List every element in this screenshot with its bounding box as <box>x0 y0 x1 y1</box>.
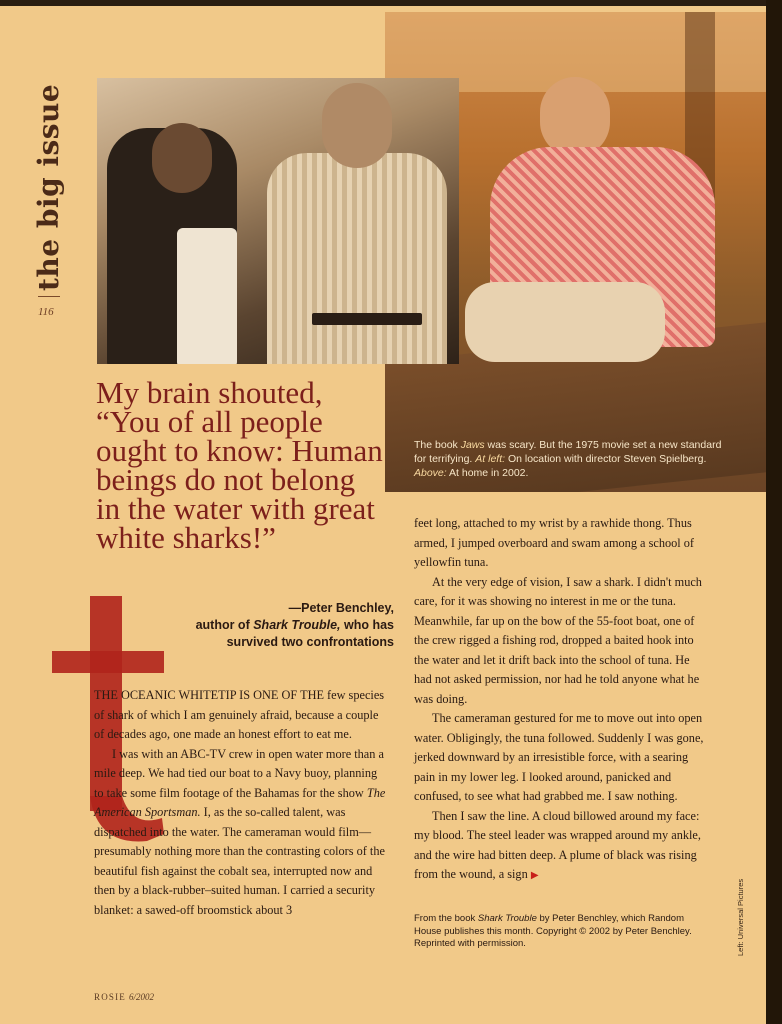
article-paragraph: The cameraman gestured for me to move out into open water. Obligingly, the tuna followed. Suddenly I was gone, jerked downward by an irresistible force, with a searing pain in my lower leg. I looked around, panicked and confused, to see what had grabbed me. I saw nothing. <box>414 711 704 803</box>
article-paragraph: THE OCEANIC WHITETIP IS ONE OF THE few species of shark of which I am genuinely afraid, because a couple of decades ago, one made an honest effort to eat me. <box>94 688 385 741</box>
page-footer <box>94 992 154 1002</box>
magazine-name: ROSIE <box>94 992 127 1002</box>
article-paragraph: feet long, attached to my wrist by a rawhide thong. Thus armed, I jumped overboard and swam among a school of yellowfin tuna. <box>414 516 695 569</box>
book-title: Shark Trouble, <box>253 618 341 632</box>
section-title: the big issue <box>32 83 65 291</box>
book-title: Shark Trouble <box>477 913 537 924</box>
article-paragraph: Then I saw the line. A cloud billowed around my face: my blood. The steel leader was wrapped around my ankle, and the wire had bitten deep. A plume of black was rising from the wound, a sign ▶ <box>414 808 701 881</box>
photo-on-location-with-spielberg <box>97 78 459 364</box>
caption-title: Jaws <box>460 439 485 451</box>
torn-page-edge <box>766 0 782 1024</box>
caption-text: The book <box>414 439 461 451</box>
pull-quote: My brain shouted, “You of all people ought to know: Human beings do not belong in the water with great white sharks!” <box>96 375 383 555</box>
article-column-2 <box>414 514 710 886</box>
caption-text: On location with director Steven Spielberg. <box>505 453 707 465</box>
pull-quote-attribution <box>140 600 394 651</box>
excerpt-credit: From the book Shark Trouble by Peter Benchley, which Random House publishes this month. Copyright © 2002 by Peter Benchley. Reprinted with permission. <box>414 913 692 949</box>
attribution-description: survived two confrontations <box>226 635 394 649</box>
photo-caption <box>414 438 734 480</box>
attribution-description: author of Shark Trouble, who has <box>195 618 394 632</box>
article-column-1 <box>94 686 386 920</box>
attribution-name: —Peter Benchley, <box>288 601 394 615</box>
caption-label-above: Above: <box>414 467 447 479</box>
photo-credit: Left: Universal Pictures <box>736 878 745 956</box>
caption-text: At home in 2002. <box>446 467 529 479</box>
issue-date: 6/2002 <box>129 992 155 1002</box>
page-number: 116 <box>38 306 54 318</box>
show-title: The American Sportsman. <box>94 785 386 819</box>
triangle-right-icon: ▶ <box>530 870 539 881</box>
caption-label-left: At left: <box>475 453 506 465</box>
magazine-page <box>0 6 772 1024</box>
article-paragraph: At the very edge of vision, I saw a shark. I didn't much care, for it was showing no interest in me or the tuna. Meanwhile, far up on the bow of the 55-foot boat, one of the crew rigged a fishing rod, dropped a baited hook into the water and let it drift back into the school of tuna. He had not asked permission, nor had he told anyone what he was doing. <box>414 574 702 706</box>
divider <box>38 296 60 297</box>
article-paragraph: I was with an ABC-TV crew in open water more than a mile deep. We had tied our boat to a Navy buoy, planning to take some film footage of the Bahamas for the show The American Sportsman. I, as the so-called talent, was dispatched into the water. The cameraman would film—presumably nothing more than the contrasting colors of the beautiful fish against the cobalt sea, interrupted now and then by a black-rubber–suited human. I carried a security blanket: a sawed-off broomstick about 3 <box>94 746 386 917</box>
caption-text: was scary. But the 1975 movie set a new standard for terrifying. <box>414 439 722 465</box>
section-heading <box>24 83 65 291</box>
